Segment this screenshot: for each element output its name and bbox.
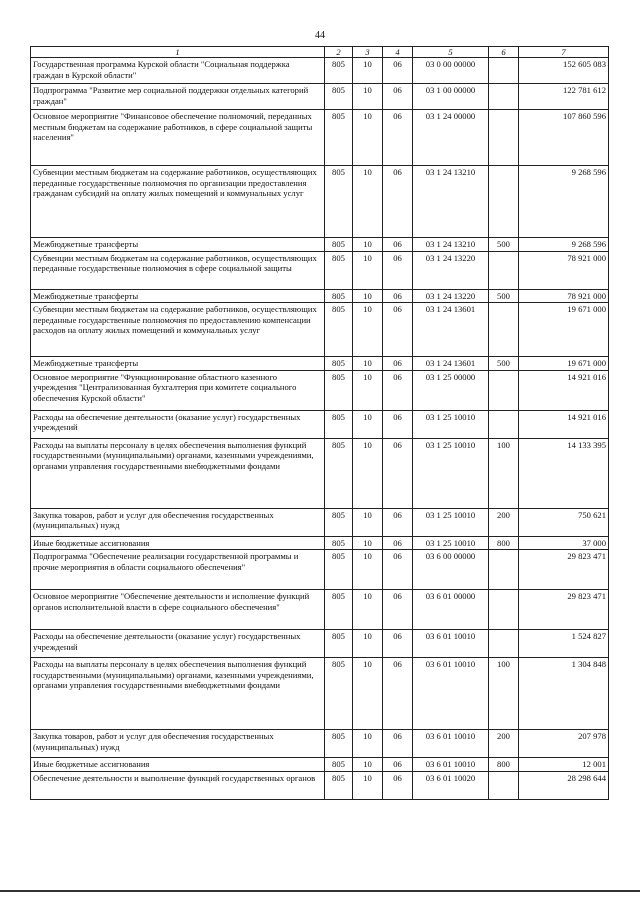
col-4-code: 06 [383, 630, 413, 658]
col-7-amount: 14 921 016 [519, 410, 609, 438]
col-5-code: 03 6 01 10010 [413, 630, 489, 658]
col-2-code: 805 [325, 84, 353, 110]
row-name: Расходы на обеспечение деятельности (оказание услуг) государственных учреждений [31, 630, 325, 658]
col-6-code [489, 303, 519, 357]
col-7-amount: 9 268 596 [519, 166, 609, 238]
col-3-code: 10 [353, 508, 383, 536]
col-6-code: 500 [489, 238, 519, 251]
col-3-code: 10 [353, 166, 383, 238]
col-3-code: 10 [353, 730, 383, 758]
table-row [31, 166, 609, 238]
col-7-amount: 78 921 000 [519, 251, 609, 289]
col-6-code [489, 370, 519, 410]
page-bottom-rule [0, 890, 640, 892]
col-2-code: 805 [325, 58, 353, 84]
row-name: Расходы на выплаты персоналу в целях обеспечения выполнения функций государственными (муниципальными) органами, казенными учреждениями, органами управления государственными внебюджетными фондами [31, 438, 325, 508]
col-5-code: 03 0 00 00000 [413, 58, 489, 84]
col-6-code [489, 110, 519, 166]
col-4-code: 06 [383, 536, 413, 549]
col-5-code: 03 6 01 10020 [413, 771, 489, 799]
row-name: Основное мероприятие "Функционирование областного казенного учреждения "Централизованная бухгалтерия при комитете социального обеспечения Курской области" [31, 370, 325, 410]
col-2-code: 805 [325, 289, 353, 302]
column-number: 7 [519, 47, 609, 58]
col-3-code: 10 [353, 438, 383, 508]
col-6-code: 200 [489, 508, 519, 536]
row-name: Государственная программа Курской области "Социальная поддержка граждан в Курской области" [31, 58, 325, 84]
col-6-code: 100 [489, 438, 519, 508]
col-2-code: 805 [325, 630, 353, 658]
col-6-code [489, 630, 519, 658]
col-3-code: 10 [353, 238, 383, 251]
col-4-code: 06 [383, 238, 413, 251]
col-3-code: 10 [353, 658, 383, 730]
col-5-code: 03 6 01 10010 [413, 730, 489, 758]
col-2-code: 805 [325, 438, 353, 508]
col-2-code: 805 [325, 771, 353, 799]
col-4-code: 06 [383, 110, 413, 166]
table-row [31, 536, 609, 549]
row-name: Межбюджетные трансферты [31, 289, 325, 302]
col-5-code: 03 1 25 10010 [413, 410, 489, 438]
col-7-amount: 28 298 644 [519, 771, 609, 799]
col-7-amount: 1 304 848 [519, 658, 609, 730]
col-4-code: 06 [383, 289, 413, 302]
col-2-code: 805 [325, 238, 353, 251]
col-4-code: 06 [383, 166, 413, 238]
col-4-code: 06 [383, 251, 413, 289]
col-7-amount: 19 671 000 [519, 303, 609, 357]
col-3-code: 10 [353, 410, 383, 438]
col-7-amount: 14 921 016 [519, 370, 609, 410]
table-row [31, 410, 609, 438]
col-6-code: 500 [489, 289, 519, 302]
table-row [31, 303, 609, 357]
col-4-code: 06 [383, 590, 413, 630]
col-5-code: 03 1 25 00000 [413, 370, 489, 410]
table-row [31, 438, 609, 508]
col-2-code: 805 [325, 730, 353, 758]
table-row [31, 590, 609, 630]
table-row [31, 238, 609, 251]
col-4-code: 06 [383, 58, 413, 84]
table-row [31, 771, 609, 799]
col-2-code: 805 [325, 658, 353, 730]
col-4-code: 06 [383, 84, 413, 110]
col-2-code: 805 [325, 251, 353, 289]
col-7-amount: 12 001 [519, 758, 609, 771]
row-name: Расходы на выплаты персоналу в целях обеспечения выполнения функций государственными (муниципальными) органами, казенными учреждениями, органами управления государственными внебюджетными фондами [31, 658, 325, 730]
col-2-code: 805 [325, 758, 353, 771]
col-3-code: 10 [353, 303, 383, 357]
row-name: Расходы на обеспечение деятельности (оказание услуг) государственных учреждений [31, 410, 325, 438]
col-4-code: 06 [383, 758, 413, 771]
col-5-code: 03 1 24 13210 [413, 238, 489, 251]
col-7-amount: 122 781 612 [519, 84, 609, 110]
col-2-code: 805 [325, 590, 353, 630]
col-6-code: 800 [489, 758, 519, 771]
table-row [31, 251, 609, 289]
row-name: Закупка товаров, работ и услуг для обеспечения государственных (муниципальных) нужд [31, 730, 325, 758]
col-5-code: 03 6 00 00000 [413, 550, 489, 590]
col-3-code: 10 [353, 758, 383, 771]
col-7-amount: 107 860 596 [519, 110, 609, 166]
table-row [31, 730, 609, 758]
row-name: Основное мероприятие "Финансовое обеспечение полномочий, переданных местным бюджетам на содержание работников, в сфере социальной защиты населения" [31, 110, 325, 166]
col-2-code: 805 [325, 410, 353, 438]
col-5-code: 03 1 25 10010 [413, 536, 489, 549]
col-3-code: 10 [353, 630, 383, 658]
col-6-code: 500 [489, 357, 519, 370]
col-3-code: 10 [353, 110, 383, 166]
table-row [31, 58, 609, 84]
col-2-code: 805 [325, 508, 353, 536]
col-7-amount: 750 621 [519, 508, 609, 536]
page-number: 44 [315, 30, 325, 41]
col-7-amount: 29 823 471 [519, 590, 609, 630]
col-5-code: 03 6 01 10010 [413, 658, 489, 730]
column-number: 2 [325, 47, 353, 58]
column-number: 6 [489, 47, 519, 58]
col-4-code: 06 [383, 370, 413, 410]
col-7-amount: 152 605 083 [519, 58, 609, 84]
col-7-amount: 9 268 596 [519, 238, 609, 251]
row-name: Субвенции местным бюджетам на содержание работников, осуществляющих переданные государственные полномочия по организации предоставления гражданам субсидий на оплату жилых помещений и коммунальных услуг [31, 166, 325, 238]
col-5-code: 03 1 25 10010 [413, 438, 489, 508]
col-3-code: 10 [353, 550, 383, 590]
col-4-code: 06 [383, 303, 413, 357]
col-3-code: 10 [353, 357, 383, 370]
col-3-code: 10 [353, 536, 383, 549]
col-4-code: 06 [383, 550, 413, 590]
col-4-code: 06 [383, 410, 413, 438]
col-3-code: 10 [353, 58, 383, 84]
col-3-code: 10 [353, 370, 383, 410]
col-4-code: 06 [383, 658, 413, 730]
col-6-code [489, 84, 519, 110]
row-name: Межбюджетные трансферты [31, 238, 325, 251]
col-4-code: 06 [383, 438, 413, 508]
column-number: 4 [383, 47, 413, 58]
table-row [31, 110, 609, 166]
col-2-code: 805 [325, 536, 353, 549]
table-row [31, 357, 609, 370]
row-name: Основное мероприятие "Обеспечение деятельности и исполнение функций органов исполнительной власти в сфере социального обеспечения" [31, 590, 325, 630]
col-2-code: 805 [325, 166, 353, 238]
col-7-amount: 37 000 [519, 536, 609, 549]
column-number: 5 [413, 47, 489, 58]
row-name: Иные бюджетные ассигнования [31, 758, 325, 771]
col-5-code: 03 1 24 13601 [413, 303, 489, 357]
table-row [31, 658, 609, 730]
col-3-code: 10 [353, 771, 383, 799]
row-name: Межбюджетные трансферты [31, 357, 325, 370]
table-row [31, 508, 609, 536]
col-6-code [489, 166, 519, 238]
col-6-code [489, 550, 519, 590]
col-3-code: 10 [353, 590, 383, 630]
column-number-row [31, 47, 609, 58]
row-name: Подпрограмма "Обеспечение реализации государственной программы и прочие мероприятия в области социального обеспечения" [31, 550, 325, 590]
col-6-code: 100 [489, 658, 519, 730]
col-6-code [489, 251, 519, 289]
col-5-code: 03 6 01 10010 [413, 758, 489, 771]
col-2-code: 805 [325, 370, 353, 410]
row-name: Субвенции местным бюджетам на содержание работников, осуществляющих переданные государственные полномочия в сфере социальной защиты [31, 251, 325, 289]
row-name: Иные бюджетные ассигнования [31, 536, 325, 549]
row-name: Закупка товаров, работ и услуг для обеспечения государственных (муниципальных) нужд [31, 508, 325, 536]
col-2-code: 805 [325, 303, 353, 357]
table-row [31, 630, 609, 658]
col-7-amount: 207 978 [519, 730, 609, 758]
col-3-code: 10 [353, 251, 383, 289]
col-6-code: 200 [489, 730, 519, 758]
table-row [31, 84, 609, 110]
table-row [31, 550, 609, 590]
budget-table [30, 46, 609, 800]
col-2-code: 805 [325, 357, 353, 370]
col-4-code: 06 [383, 508, 413, 536]
col-2-code: 805 [325, 110, 353, 166]
col-3-code: 10 [353, 289, 383, 302]
col-5-code: 03 1 24 13220 [413, 289, 489, 302]
col-4-code: 06 [383, 771, 413, 799]
col-5-code: 03 1 24 13210 [413, 166, 489, 238]
col-5-code: 03 1 24 00000 [413, 110, 489, 166]
col-4-code: 06 [383, 357, 413, 370]
table-body [31, 58, 609, 799]
col-6-code: 800 [489, 536, 519, 549]
col-7-amount: 14 133 395 [519, 438, 609, 508]
col-5-code: 03 6 01 00000 [413, 590, 489, 630]
col-5-code: 03 1 24 13601 [413, 357, 489, 370]
col-7-amount: 1 524 827 [519, 630, 609, 658]
row-name: Подпрограмма "Развитие мер социальной поддержки отдельных категорий граждан" [31, 84, 325, 110]
col-4-code: 06 [383, 730, 413, 758]
col-6-code [489, 771, 519, 799]
col-7-amount: 78 921 000 [519, 289, 609, 302]
column-number: 3 [353, 47, 383, 58]
col-7-amount: 29 823 471 [519, 550, 609, 590]
table-row [31, 370, 609, 410]
column-number: 1 [31, 47, 325, 58]
table-row [31, 758, 609, 771]
col-6-code [489, 590, 519, 630]
col-5-code: 03 1 00 00000 [413, 84, 489, 110]
col-6-code [489, 58, 519, 84]
row-name: Обеспечение деятельности и выполнение функций государственных органов [31, 771, 325, 799]
col-2-code: 805 [325, 550, 353, 590]
table-row [31, 289, 609, 302]
col-3-code: 10 [353, 84, 383, 110]
col-7-amount: 19 671 000 [519, 357, 609, 370]
row-name: Субвенции местным бюджетам на содержание работников, осуществляющих переданные государственные полномочия по предоставлению компенсации расходов на оплату жилых помещений и коммунальных услуг [31, 303, 325, 357]
col-5-code: 03 1 25 10010 [413, 508, 489, 536]
col-5-code: 03 1 24 13220 [413, 251, 489, 289]
col-6-code [489, 410, 519, 438]
